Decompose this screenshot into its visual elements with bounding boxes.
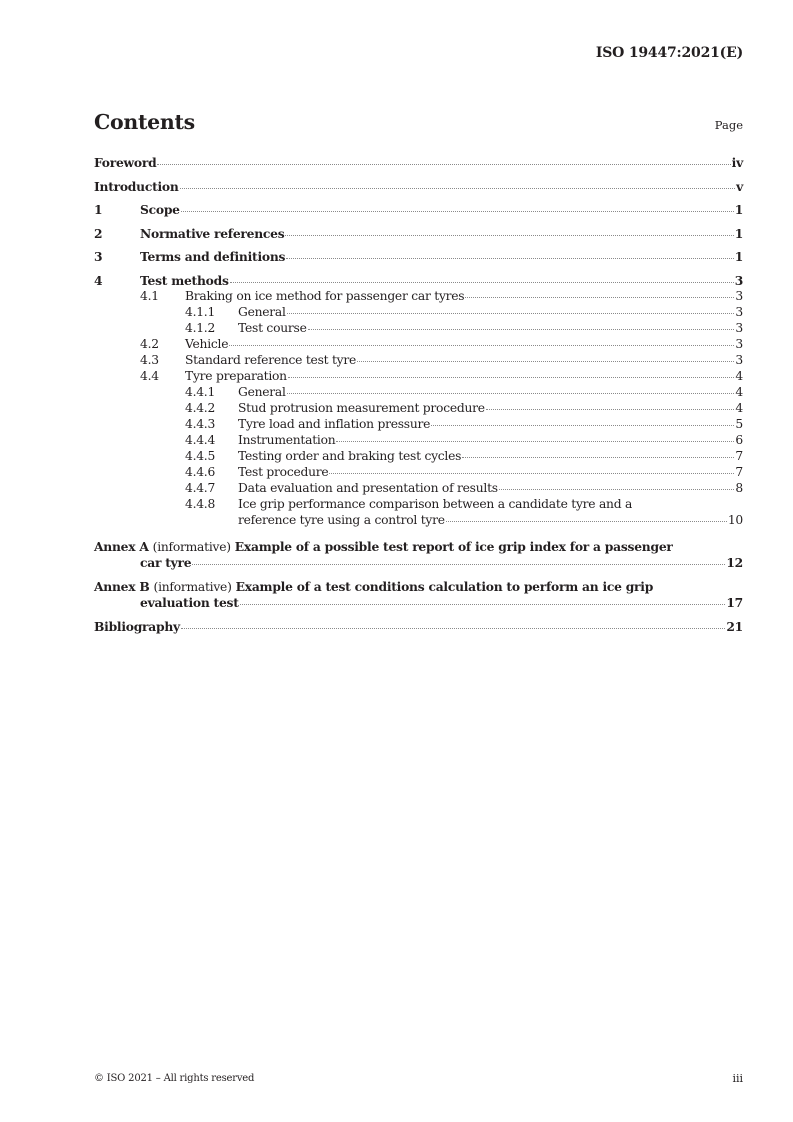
toc-entry-page: 3 (735, 321, 743, 335)
toc-entry-4-3[interactable] (94, 353, 743, 368)
dot-leader (486, 409, 735, 410)
toc-entry-4-2[interactable] (94, 337, 743, 352)
document-id: ISO 19447:2021(E) (595, 45, 743, 61)
toc-entry-text: Braking on ice method for passenger car tyres (185, 289, 465, 303)
toc-entry-text: Ice grip performance comparison between a candidate tyre and a (238, 497, 633, 511)
toc-entry-page: 4 (735, 401, 743, 415)
toc-entry-page: iv (731, 155, 743, 170)
toc-entry-text: Tyre preparation (185, 369, 287, 383)
footer-page-number: iii (732, 1072, 743, 1085)
toc-entry-text: General (238, 305, 286, 319)
dot-leader (240, 604, 726, 605)
dot-leader (336, 441, 734, 442)
dot-leader (446, 521, 727, 522)
toc-entry-number: 4.3 (140, 353, 159, 367)
toc-entry-number: 4.4.3 (185, 417, 216, 431)
toc-entry-text: reference tyre using a control tyre (238, 513, 445, 527)
toc-entry-number: 4.1 (140, 289, 159, 303)
toc-entry-section-2[interactable] (94, 226, 743, 241)
page-title: Contents (94, 110, 195, 134)
toc-entry-4-4-8[interactable] (94, 497, 743, 512)
toc-entry-annex-a-continuation[interactable] (94, 555, 743, 570)
toc-entry-text: Introduction (94, 178, 179, 194)
toc-entry-page: 4 (735, 385, 743, 399)
annex-type: (informative) (152, 540, 231, 554)
toc-entry-section-3[interactable] (94, 249, 743, 264)
toc-entry-page: 8 (735, 481, 743, 495)
toc-entry-page: 1 (734, 225, 743, 241)
toc-entry-foreword[interactable] (94, 155, 743, 170)
toc-entry-number: 4.4 (140, 369, 159, 383)
dot-leader (181, 211, 734, 212)
toc-entry-page: 4 (735, 369, 743, 383)
toc-entry-page: 3 (735, 305, 743, 319)
toc-entry-text: Bibliography (94, 619, 180, 634)
toc-entry-number: 4.4.4 (185, 433, 216, 447)
toc-entry-page: 21 (726, 619, 743, 634)
dot-leader (287, 313, 735, 314)
toc-entry-text: Test procedure (238, 465, 329, 479)
toc-entry-4-4-2[interactable] (94, 401, 743, 416)
annex-title-continuation: car tyre (140, 555, 192, 570)
toc-entry-4-4-3[interactable] (94, 417, 743, 432)
dot-leader (431, 425, 734, 426)
footer-copyright: © ISO 2021 – All rights reserved (94, 1073, 255, 1084)
annex-label: Annex B (94, 579, 150, 594)
toc-entry-page: 7 (735, 449, 743, 463)
toc-entry-page: 5 (735, 417, 743, 431)
toc-entry-number: 4.4.2 (185, 401, 216, 415)
toc-entry-page: 3 (734, 273, 743, 288)
toc-entry-number: 4.2 (140, 337, 159, 351)
dot-leader (287, 393, 735, 394)
dot-leader (157, 164, 730, 165)
dot-leader (180, 188, 736, 189)
toc-entry-text: Stud protrusion measurement procedure (238, 401, 485, 415)
dot-leader (465, 297, 734, 298)
toc-entry-page: 3 (735, 289, 743, 303)
toc-entry-number: 3 (94, 249, 103, 264)
toc-entry-section-1[interactable] (94, 202, 743, 217)
toc-entry-text: Testing order and braking test cycles (238, 449, 462, 463)
toc-entry-number: 4 (94, 273, 103, 288)
toc-entry-number: 4.4.8 (185, 497, 216, 511)
toc-entry-annex-b[interactable] (94, 579, 743, 595)
toc-entry-page: 6 (735, 433, 743, 447)
toc-entry-page: 1 (734, 249, 743, 264)
toc-entry-text: Instrumentation (238, 433, 336, 447)
toc-entry-page: 1 (734, 202, 743, 217)
toc-entry-page: v (736, 178, 743, 194)
toc-entry-number: 4.4.1 (185, 385, 216, 399)
toc-entry-text: Test course (238, 321, 307, 335)
toc-entry-number: 4.1.2 (185, 321, 216, 335)
annex-type: (informative) (153, 580, 232, 594)
dot-leader (308, 329, 735, 330)
toc-entry-number: 4.1.1 (185, 305, 216, 319)
toc-entry-text: Data evaluation and presentation of results (238, 481, 498, 495)
toc-entry-4-1-1[interactable] (94, 305, 743, 320)
dot-leader (462, 457, 734, 458)
toc-entry-section-4[interactable] (94, 273, 743, 288)
toc-entry-4-4-6[interactable] (94, 465, 743, 480)
toc-entry-page: 3 (735, 353, 743, 367)
annex-title: Example of a test conditions calculation to perform an ice grip (235, 579, 654, 594)
toc-entry-text: Standard reference test tyre (185, 353, 357, 367)
toc-entry-text: Foreword (94, 155, 157, 170)
toc-entry-text: Normative references (140, 225, 285, 241)
dot-leader (181, 628, 725, 629)
toc-entry-page: 10 (727, 513, 743, 527)
toc-entry-page: 3 (735, 337, 743, 351)
toc-entry-4-4[interactable] (94, 369, 743, 384)
toc-entry-text: Vehicle (185, 337, 229, 351)
toc-entry-text: Test methods (140, 273, 229, 288)
toc-entry-text: Terms and definitions (140, 249, 286, 264)
toc-entry-text: General (238, 385, 286, 399)
toc-entry-4-4-1[interactable] (94, 385, 743, 400)
dot-leader (230, 282, 734, 283)
toc-entry-introduction[interactable] (94, 179, 743, 194)
toc-entry-4-4-5[interactable] (94, 449, 743, 464)
toc-entry-text: Scope (140, 202, 180, 217)
dot-leader (329, 473, 734, 474)
toc-entry-4-4-8-continuation[interactable] (94, 513, 743, 528)
annex-title-continuation: evaluation test (140, 595, 239, 610)
dot-leader (192, 564, 725, 565)
toc-entry-annex-b-continuation[interactable] (94, 595, 743, 610)
toc-entry-text: Tyre load and inflation pressure (238, 417, 431, 431)
toc-entry-page: 17 (726, 595, 743, 610)
dot-leader (288, 377, 735, 378)
toc-entry-4-4-4[interactable] (94, 433, 743, 448)
toc-entry-number: 4.4.7 (185, 481, 216, 495)
toc-entry-annex-a[interactable] (94, 539, 743, 555)
toc-entry-4-1-2[interactable] (94, 321, 743, 336)
dot-leader (499, 489, 735, 490)
toc-entry-4-1[interactable] (94, 289, 743, 304)
toc-entry-page: 7 (735, 465, 743, 479)
dot-leader (229, 345, 734, 346)
annex-label: Annex A (94, 539, 149, 554)
dot-leader (286, 258, 733, 259)
toc-entry-number: 4.4.5 (185, 449, 216, 463)
page-column-label: Page (714, 118, 743, 132)
dot-leader (285, 235, 733, 236)
toc-entry-bibliography[interactable] (94, 619, 743, 634)
toc-entry-number: 1 (94, 202, 103, 217)
toc-entry-number: 2 (94, 225, 103, 241)
toc-entry-number: 4.4.6 (185, 465, 216, 479)
dot-leader (357, 361, 734, 362)
toc-entry-page: 12 (726, 555, 743, 570)
toc-entry-4-4-7[interactable] (94, 481, 743, 496)
annex-title: Example of a possible test report of ice grip index for a passenger (234, 539, 673, 554)
